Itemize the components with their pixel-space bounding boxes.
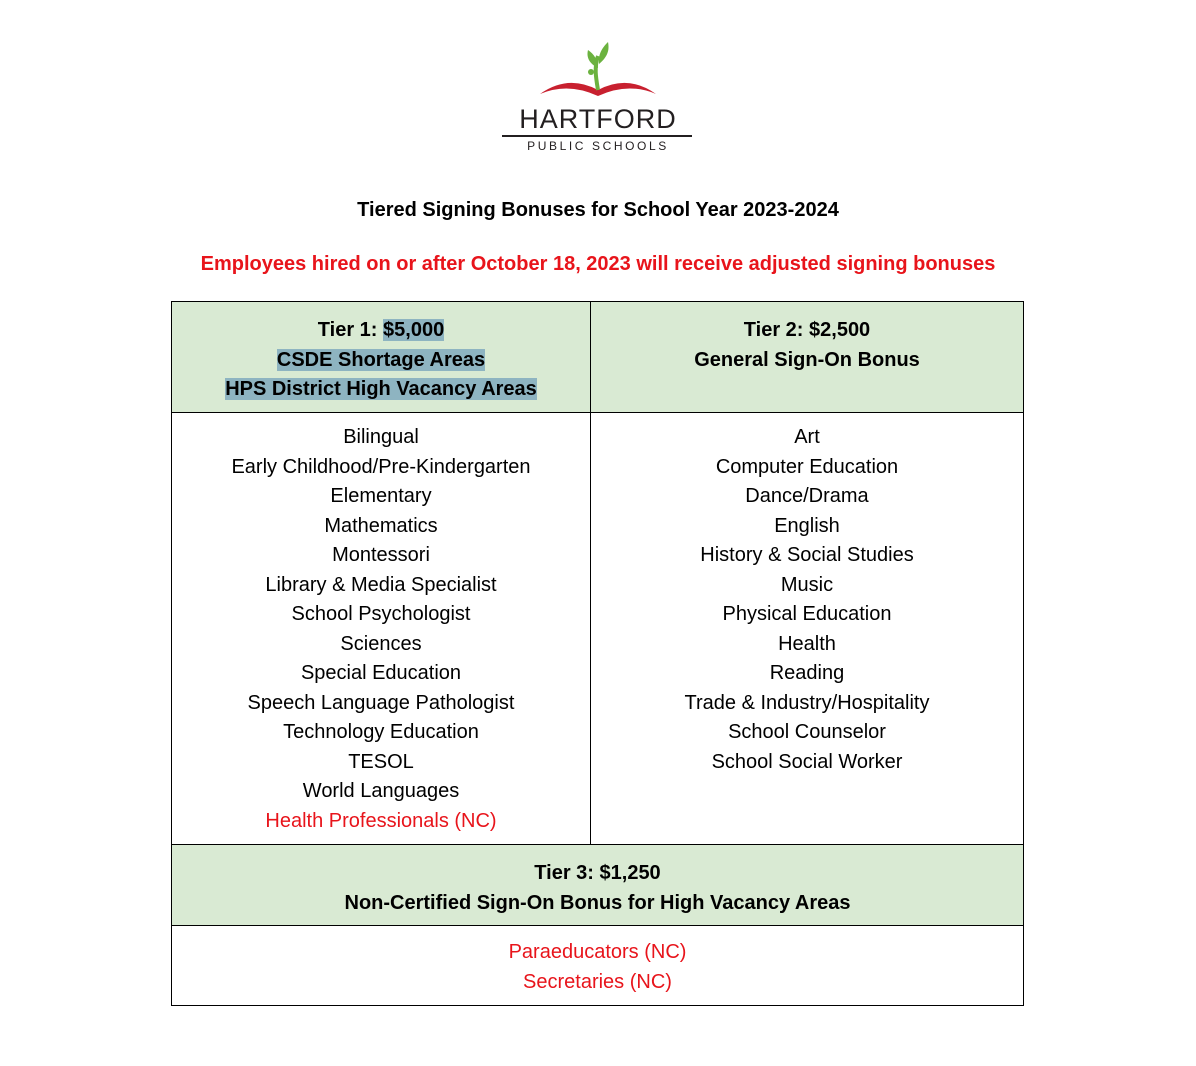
list-item: Reading <box>769 662 845 684</box>
list-item: Technology Education <box>283 721 479 743</box>
tier2-line2: General Sign-On Bonus <box>694 348 920 371</box>
tier2-list <box>591 413 1024 845</box>
list-item: Health <box>778 632 836 655</box>
tier3-header <box>172 845 1024 926</box>
list-item: History & Social Studies <box>700 544 914 566</box>
list-item: Library & Media Specialist <box>265 573 497 596</box>
tier1-line2: CSDE Shortage Areas <box>276 348 486 371</box>
tier1-label: Tier 1: <box>317 319 384 341</box>
list-item: World Languages <box>302 780 460 802</box>
logo-subtitle: PUBLIC SCHOOLS <box>527 139 669 153</box>
tier3-list <box>172 926 1024 1006</box>
list-item-nc: Secretaries (NC) <box>523 970 672 993</box>
list-item: Trade & Industry/Hospitality <box>684 691 930 714</box>
tier1-header <box>172 302 591 413</box>
list-item: School Counselor <box>728 721 886 743</box>
list-item: Physical Education <box>722 603 892 625</box>
list-item: Sciences <box>340 632 422 655</box>
list-item: Music <box>780 573 834 596</box>
list-item: Speech Language Pathologist <box>247 691 515 714</box>
notice-text: Employees hired on or after October 18, 2023 will receive adjusted signing bonuses <box>200 253 996 275</box>
list-item-nc: Health Professionals (NC) <box>265 809 497 832</box>
list-item: TESOL <box>348 750 414 773</box>
logo-name: HARTFORD <box>519 104 677 134</box>
list-item: Art <box>794 426 820 448</box>
list-item: School Social Worker <box>711 750 903 773</box>
list-item: Elementary <box>330 485 432 507</box>
tier1-list <box>172 413 591 845</box>
page-title: Tiered Signing Bonuses for School Year 2023-2024 <box>357 199 839 221</box>
list-item: Computer Education <box>715 455 899 478</box>
list-item: School Psychologist <box>291 603 471 625</box>
tier1-amount: $5,000 <box>383 319 445 341</box>
list-item: Montessori <box>332 544 430 566</box>
tier3-title: Tier 3: $1,250 <box>534 862 661 884</box>
hartford-logo <box>498 38 698 158</box>
list-item: Early Childhood/Pre-Kindergarten <box>231 455 531 478</box>
tier2-header <box>591 302 1024 413</box>
tier1-line3: HPS District High Vacancy Areas <box>225 378 537 400</box>
list-item: Special Education <box>300 662 462 684</box>
list-item: Bilingual <box>343 426 419 448</box>
list-item: Dance/Drama <box>745 485 869 507</box>
logo-book-sprout-icon <box>498 38 698 102</box>
list-item: English <box>774 514 840 537</box>
bonus-table <box>171 301 1024 1006</box>
list-item-nc: Paraeducators (NC) <box>508 941 687 963</box>
tier2-title: Tier 2: $2,500 <box>743 319 871 341</box>
tier3-line2: Non-Certified Sign-On Bonus for High Vacancy Areas <box>344 891 851 914</box>
logo-rule <box>502 135 692 137</box>
list-item: Mathematics <box>324 514 438 537</box>
